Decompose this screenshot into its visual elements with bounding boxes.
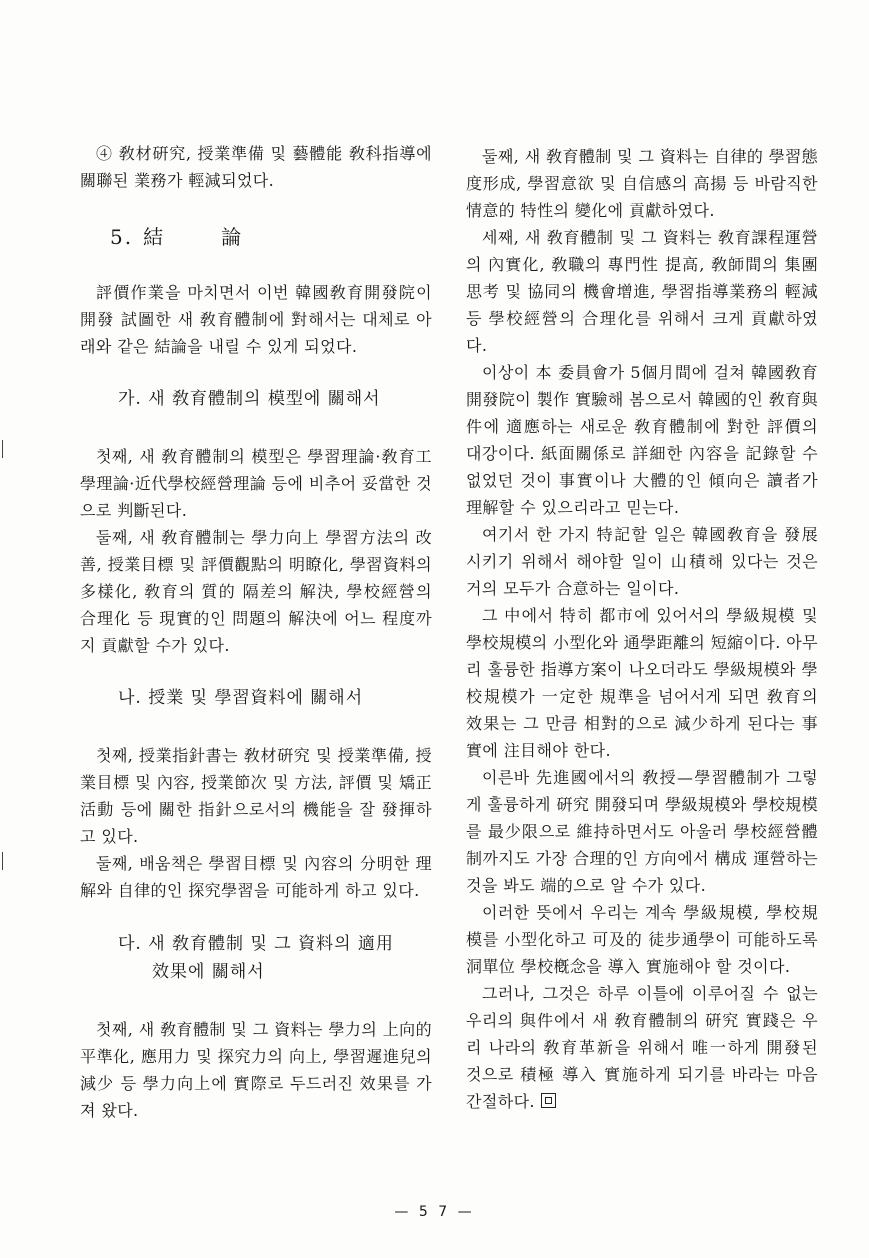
scan-margin-mark [2, 852, 3, 870]
paragraph: 둘째, 배움책은 學習目標 및 內容의 分明한 理解와 自律的인 探究學習을 可能하게 하고 있다. [80, 854, 432, 900]
paragraph: 이른바 先進國에서의 敎授—學習體制가 그렇게 훌륭하게 硏究 開發되며 學級規模와 學校規模를 最少限으로 維持하면서도 아울러 學校經營體制까지도 가장 合理的인 方向에서 構成 運營하는 것을 봐도 端的으로 알 수가 있다. [466, 768, 818, 895]
paragraph: 여기서 한 가지 特記할 일은 韓國敎育을 發展시키기 위해서 해야할 일이 山積해 있다는 것은 거의 모두가 合意하는 일이다. [466, 525, 818, 598]
closing-paragraph [466, 980, 818, 1115]
section-number: 5. [110, 225, 134, 249]
paragraph: 그 中에서 特히 都市에 있어서의 學級規模 및 學校規模의 小型化와 通學距離의 短縮이다. 아무리 훌륭한 指導方案이 나오더라도 學級規模와 學校規模가 一定한 規準을 넘어서게 되면 敎育의 效果는 그 만큼 相對的으로 減少하게 된다는 事實에 注目해야 한다. [466, 606, 818, 760]
subheading-da [118, 930, 432, 986]
subheading-ga: 가. 새 敎育體制의 模型에 關해서 [118, 389, 381, 409]
subheading-na: 나. 授業 및 學習資料에 關해서 [118, 688, 364, 708]
closing-paragraph-text: 그러나, 그것은 하루 이틀에 이루어질 수 없는 우리의 與件에서 새 敎育體制의 硏究 實踐은 우리 나라의 敎育革新을 위해서 唯一하게 開發된 것으로 積極 導入 實施하게 되기를 바라는 마음 간절하다. [466, 984, 818, 1111]
section-intro-paragraph: 評價作業을 마치면서 이번 韓國敎育開發院이 開發 試圖한 새 敎育體制에 對해서는 대체로 아래와 같은 結論을 내릴 수 있게 되었다. [80, 283, 432, 356]
end-mark-icon [541, 1093, 556, 1108]
paragraph: 둘째, 새 敎育體制 및 그 資料는 自律的 學習態度形成, 學習意欲 및 自信感의 高揚 등 바람직한 情意的 特性의 變化에 貢獻하였다. [466, 147, 818, 220]
right-column [466, 143, 818, 1115]
paragraph: 세째, 새 敎育體制 및 그 資料는 敎育課程運營의 內實化, 敎職의 專門性 提高, 敎師間의 集團思考 및 協同의 機會增進, 學習指導業務의 輕減등 學校經營의 合理化를 위해서 크게 貢獻하였다. [466, 228, 818, 355]
paragraph: 둘째, 새 敎育體制는 學力向上 學習方法의 改善, 授業目標 및 評價觀點의 明瞭化, 學習資料의 多樣化, 敎育의 質的 隔差의 解決, 學校經營의 合理化 등 現實的인 問題의 解決에 어느 程度까지 貢獻할 수가 있다. [80, 528, 432, 655]
section-title-part-1: 結 [143, 225, 166, 249]
paragraph: 첫째, 새 敎育體制의 模型은 學習理論·敎育工學理論·近代學校經營理論 등에 비추어 妥當한 것으로 判斷된다. [80, 447, 432, 520]
page-number: — 5 7 — [394, 1204, 475, 1220]
paragraph: 이러한 뜻에서 우리는 계속 學級規模, 學校規模를 小型化하고 可及的 徒步通學이 可能하도록 洞單位 學校槪念을 導入 實施해야 할 것이다. [466, 903, 818, 976]
subheading-da-line-2: 效果에 關해서 [152, 962, 265, 982]
left-column [80, 140, 432, 1124]
section-title-part-2: 論 [221, 225, 244, 249]
paragraph: 첫째, 授業指針書는 敎材硏究 및 授業準備, 授業目標 및 內容, 授業節次 및 方法, 評價 및 矯正活動 등에 關한 指針으로서의 機能을 잘 發揮하고 있다. [80, 746, 432, 846]
subheading-da-line-1: 다. 새 敎育體制 및 그 資料의 適用 [118, 934, 394, 954]
intro-paragraph: ④ 敎材硏究, 授業準備 및 藝體能 敎科指導에 關聯된 業務가 輕減되었다. [80, 144, 432, 190]
paragraph: 이상이 本 委員會가 5個月間에 걸쳐 韓國敎育開發院이 製作 實驗해 봄으로서 韓國的인 敎育與件에 適應하는 새로운 敎育體制에 對한 評價의 대강이다. 紙面關係로 詳細한 內容을 記錄할 수 없었던 것이 事實이나 大體的인 傾向은 讀者가 理解할 수 있으리라고 믿는다. [466, 363, 818, 517]
scan-margin-mark [2, 440, 3, 458]
paragraph: 첫째, 새 敎育體制 및 그 資料는 學力의 上向的 平準化, 應用力 및 探究力의 向上, 學習遲進兒의 減少 등 學力向上에 實際로 두드러진 效果를 가져 왔다. [80, 1020, 432, 1120]
section-heading [110, 224, 432, 251]
